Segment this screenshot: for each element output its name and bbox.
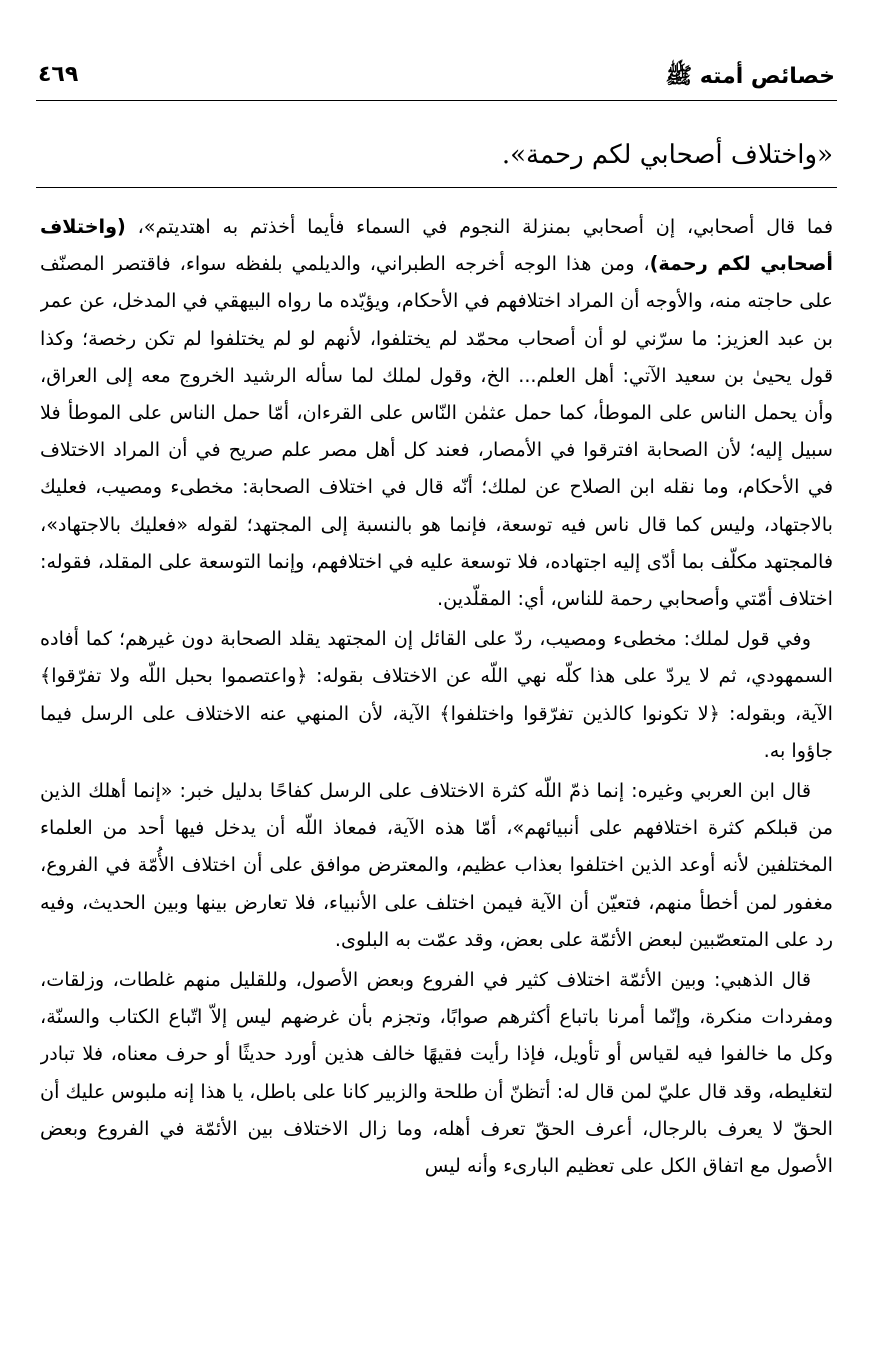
paragraph bbox=[40, 961, 833, 1184]
hadith-line: «واختلاف أصحابي لكم رحمة». bbox=[501, 140, 833, 170]
paragraph bbox=[40, 208, 833, 617]
running-title: خصائص أمته ﷺ bbox=[665, 64, 835, 89]
text-segment: فما قال أصحابي، إن أصحابي بمنزلة النجوم في السماء فأيما أخذتم به اهتديتم»، bbox=[125, 215, 833, 238]
body-text bbox=[40, 208, 833, 1348]
page-header bbox=[38, 62, 835, 98]
page-number: ٤٦٩ bbox=[38, 62, 79, 87]
text-segment: ، ومن هذا الوجه أخرجه الطبراني، والديلمي بلفظه سواء، فاقتصر المصنّف على حاجته منه، والأوجه أن المراد اختلافهم في الأحكام، ويؤيّده ما رواه البيهقي في المدخل، عن عمر بن عبد العزيز: ما سرّني لو أن أصحاب محمّد لم يختلفوا، لأنهم لو لم يختلفوا لم تكن رخصة؛ وكذا قول يحيىٰ بن سعيد الآتي: أهل العلم... الخ، وقول لملك لما سأله الرشيد الخروج معه إلى العراق، وأن يحمل الناس على الموطأ، كما حمل عثمٰن النّاس على القرءان، أمّا حمل الناس على الموطأ فلا سبيل إليه؛ لأن الصحابة افترقوا في الأمصار، فعند كل أهل مصر علم صريح في أن المراد الاختلاف في الأحكام، وما نقله ابن الصلاح عن لملك؛ أنّه قال في اختلاف الصحابة: مخطىء ومصيب، فعليك بالاجتهاد، وليس كما قال ناس فيه توسعة، فإنما هو بالنسبة إلى المجتهد؛ لقوله «فعليك بالاجتهاد»، فالمجتهد مكلّف بما أدّى إليه اجتهاده، فلا توسعة عليه في اختلافهم، وإنما التوسعة على المقلد، فقوله: اختلاف أمّتي وأصحابي رحمة للناس، أي: المقلّدين. bbox=[40, 252, 833, 611]
section-rule bbox=[36, 187, 837, 188]
bold-quote: (واختلاف أصحابي لكم رحمة) bbox=[40, 215, 833, 276]
header-rule bbox=[36, 100, 837, 101]
paragraph bbox=[40, 772, 833, 958]
text-segment: قال ابن العربي وغيره: إنما ذمّ اللّه كثرة الاختلاف على الرسل كفاحًا بدليل خبر: «إنما أهلك الذين من قبلكم كثرة اختلافهم على أنبيائهم»، أمّا هذه الآية، فمعاذ اللّه أن يدخل فيها أحد من العلماء المختلفين لأنه أوعد الذين اختلفوا بعذاب عظيم، والمعترض موافق على أن اختلاف الأُمّة في الفروع، مغفور لمن أخطأ منهم، فتعيّن أن الآية فيمن اختلف على الأنبياء، فلا تعارض بينها وبين الحديث، وفيه رد على المتعصّبين لبعض الأئمّة على بعض، وقد عمّت به البلوى. bbox=[40, 779, 833, 951]
text-segment: قال الذهبي: وبين الأئمّة اختلاف كثير في الفروع وبعض الأصول، وللقليل منهم غلطات، وزلقات، ومفردات منكرة، وإنّما أمرنا باتباع أكثرهم صوابًا، وتجزم بأن غرضهم ليس إلاّ اتّباع الكتاب والسنّة، وكل ما خالفوا فيه لقياس أو تأويل، فإذا رأيت فقيهًا خالف هذين أورد حديثًا أو حرف معناه، فلا تبادر لتغليطه، وقد قال عليّ لمن قال له: أتظنّ أن طلحة والزبير كانا على باطل، يا هذا إنه ملبوس عليك أن الحقّ لا يعرف بالرجال، أعرف الحقّ تعرف أهله، وما زال الاختلاف بين الأئمّة في الفروع وبعض الأصول مع اتفاق الكل على تعظيم البارىء وأنه ليس bbox=[40, 968, 833, 1178]
text-segment: وفي قول لملك: مخطىء ومصيب، ردّ على القائل إن المجتهد يقلد الصحابة دون غيرهم؛ كما أفاده السمهودي، ثم لا يردّ على هذا كلّه نهي اللّه عن الاختلاف بقوله: ﴿واعتصموا بحبل اللّه ولا تفرّقوا﴾ الآية، وبقوله: ﴿لا تكونوا كالذين تفرّقوا واختلفوا﴾ الآية، لأن المنهي عنه الاختلاف على الرسل فيما جاؤوا به. bbox=[40, 627, 833, 762]
paragraph bbox=[40, 620, 833, 769]
